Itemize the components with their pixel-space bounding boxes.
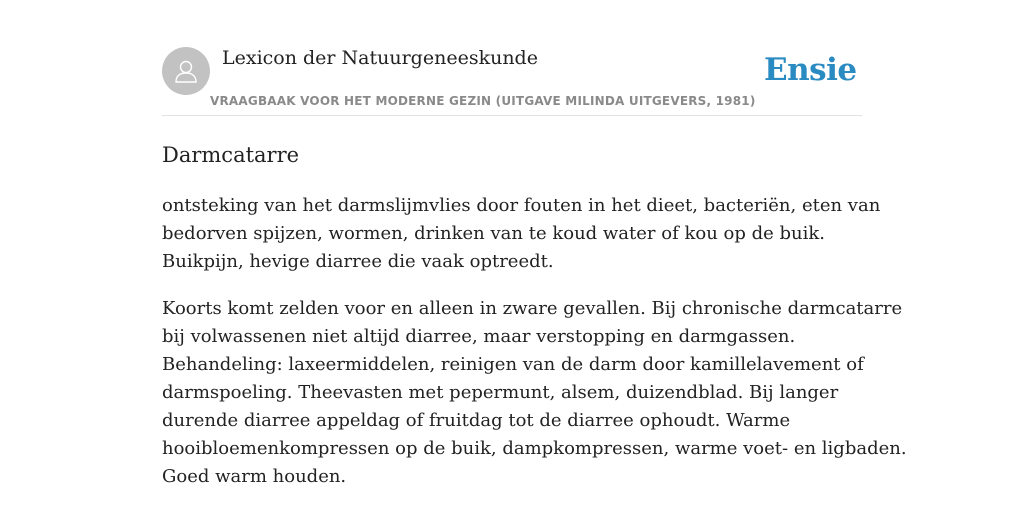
header-divider bbox=[162, 115, 862, 116]
entry-paragraph-1 bbox=[162, 192, 881, 276]
user-icon bbox=[172, 57, 200, 85]
text-line: bij volwassenen niet altijd diarree, maar verstopping en darmgassen. bbox=[162, 326, 796, 347]
text-line: Behandeling: laxeermiddelen, reinigen van de darm door kamillelavement of bbox=[162, 354, 864, 375]
text-line: Goed warm houden. bbox=[162, 466, 347, 487]
text-line: hooibloemenkompressen op de buik, dampkompressen, warme voet- en ligbaden. bbox=[162, 438, 907, 459]
text-line: darmspoeling. Theevasten met pepermunt, alsem, duizendblad. Bij langer bbox=[162, 382, 839, 403]
text-line: durende diarree appeldag of fruitdag tot de diarree ophoudt. Warme bbox=[162, 410, 791, 431]
text-line: ontsteking van het darmslijmvlies door fouten in het dieet, bacteriën, eten van bbox=[162, 195, 881, 216]
entry-body bbox=[162, 192, 907, 510]
source-subtitle: VRAAGBAAK VOOR HET MODERNE GEZIN (UITGAVE MILINDA UITGEVERS, 1981) bbox=[210, 94, 756, 108]
text-line: Buikpijn, hevige diarree die vaak optreedt. bbox=[162, 251, 554, 272]
text-line: bedorven spijzen, wormen, drinken van te koud water of kou op de buik. bbox=[162, 223, 826, 244]
entry-paragraph-2 bbox=[162, 295, 907, 491]
text-line: Koorts komt zelden voor en alleen in zware gevallen. Bij chronische darmcatarre bbox=[162, 298, 903, 319]
brand-logo[interactable]: Ensie bbox=[764, 52, 857, 88]
source-title[interactable]: Lexicon der Natuurgeneeskunde bbox=[222, 47, 538, 69]
entry-headword: Darmcatarre bbox=[162, 143, 300, 167]
source-avatar[interactable] bbox=[162, 47, 210, 95]
